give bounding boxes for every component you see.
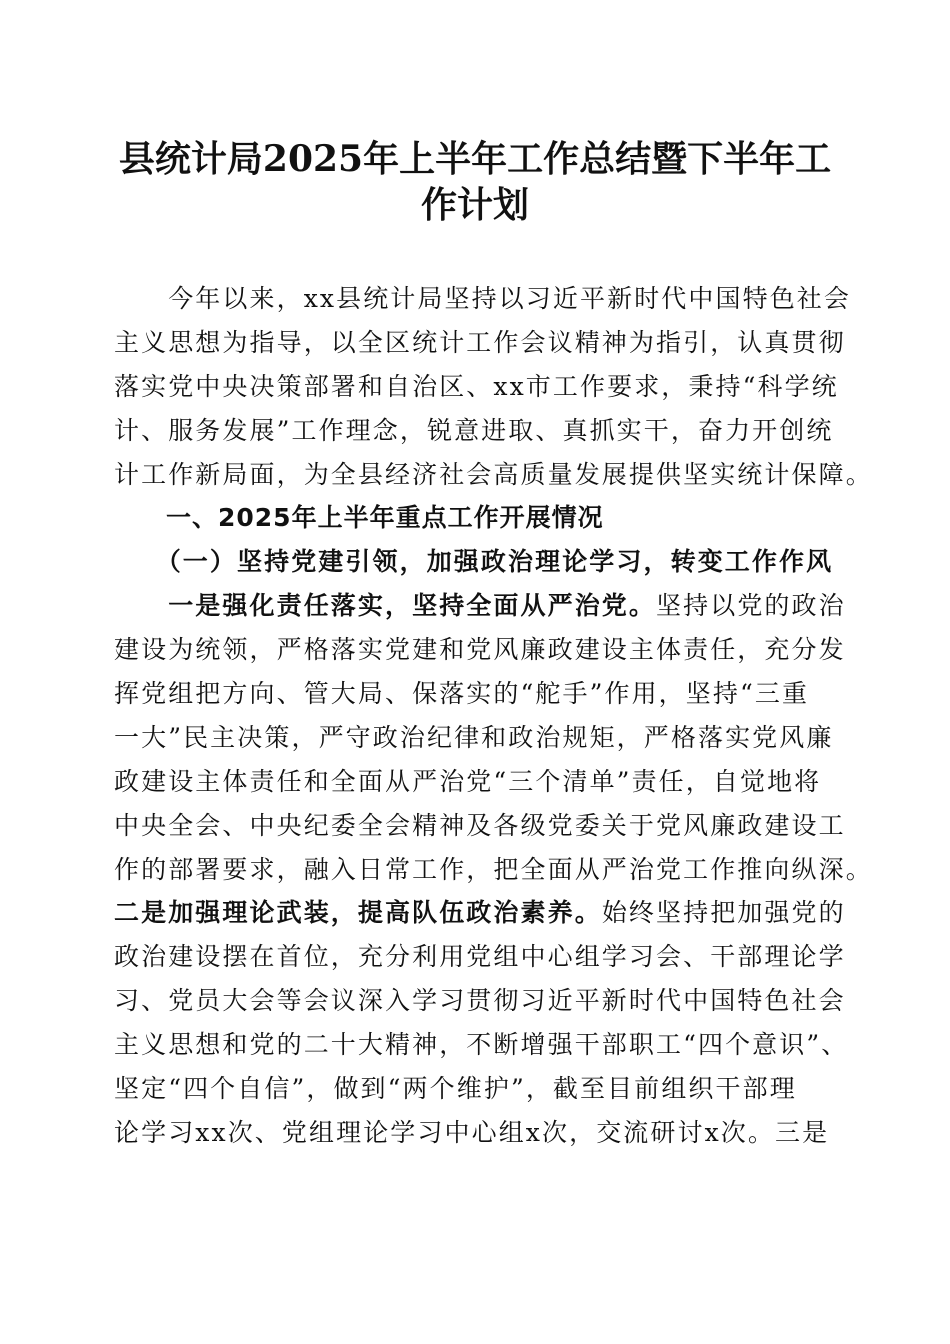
title-line-2: 作计划 xyxy=(420,184,529,226)
paragraph-line: 作的部署要求，融入日常工作，把全面从严治党工作推向纵深。 xyxy=(114,854,873,884)
paragraph-line: 习、党员大会等会议深入学习贯彻习近平新时代中国特色社会 xyxy=(114,986,846,1016)
paragraph-line: 落实党中央决策部署和自治区、xx市工作要求，秉持“科学统 xyxy=(114,371,839,401)
paragraph-line xyxy=(114,891,846,935)
paragraph-line: 计、服务发展”工作理念，锐意进取、真抓实干，奋力开创统 xyxy=(114,415,834,445)
paragraph-line: 挥党组把方向、管大局、保落实的“舵手”作用，坚持“三重 xyxy=(114,679,810,709)
paragraph-line: 论学习xx次、党组理论学习中心组x次，交流研讨x次。三是 xyxy=(114,1117,830,1147)
paragraph-line: 计工作新局面，为全县经济社会高质量发展提供坚实统计保障。 xyxy=(114,459,873,489)
paragraph-line: 主义思想为指导，以全区统计工作会议精神为指引，认真贯彻 xyxy=(114,327,846,357)
paragraph-line: 政建设主体责任和全面从严治党“三个清单”责任，自觉地将 xyxy=(114,766,822,796)
document-body xyxy=(114,277,873,1155)
document-title xyxy=(100,136,850,228)
lead-sentence-2: 二是加强理论武装，提高队伍政治素养。 xyxy=(114,898,602,928)
paragraph-text: 始终坚持把加强党的 xyxy=(601,898,846,928)
subsection-heading: （一）坚持党建引领，加强政治理论学习，转变工作作风 xyxy=(114,547,834,577)
paragraph-line: 一大”民主决策，严守政治纪律和政治规矩，严格落实党风廉 xyxy=(114,722,834,752)
paragraph-line xyxy=(114,584,846,628)
title-line-1: 县统计局2025年上半年工作总结暨下半年工 xyxy=(118,138,832,180)
paragraph-line: 坚定“四个自信”，做到“两个维护”，截至目前组织干部理 xyxy=(114,1074,797,1104)
lead-sentence-1: 一是强化责任落实，坚持全面从严治党。 xyxy=(114,591,657,621)
paragraph-line: 主义思想和党的二十大精神，不断增强干部职工“四个意识”、 xyxy=(114,1030,849,1060)
section-heading: 一、2025年上半年重点工作开展情况 xyxy=(114,503,604,533)
paragraph-line: 中央全会、中央纪委全会精神及各级党委关于党风廉政建设工 xyxy=(114,810,846,840)
paragraph-line: 建设为统领，严格落实党建和党风廉政建设主体责任，充分发 xyxy=(114,635,846,665)
paragraph-text: 坚持以党的政治 xyxy=(656,591,846,621)
paragraph-line: 政治建设摆在首位，充分利用党组中心组学习会、干部理论学 xyxy=(114,942,846,972)
paragraph-line: 今年以来，xx县统计局坚持以习近平新时代中国特色社会 xyxy=(114,284,852,313)
